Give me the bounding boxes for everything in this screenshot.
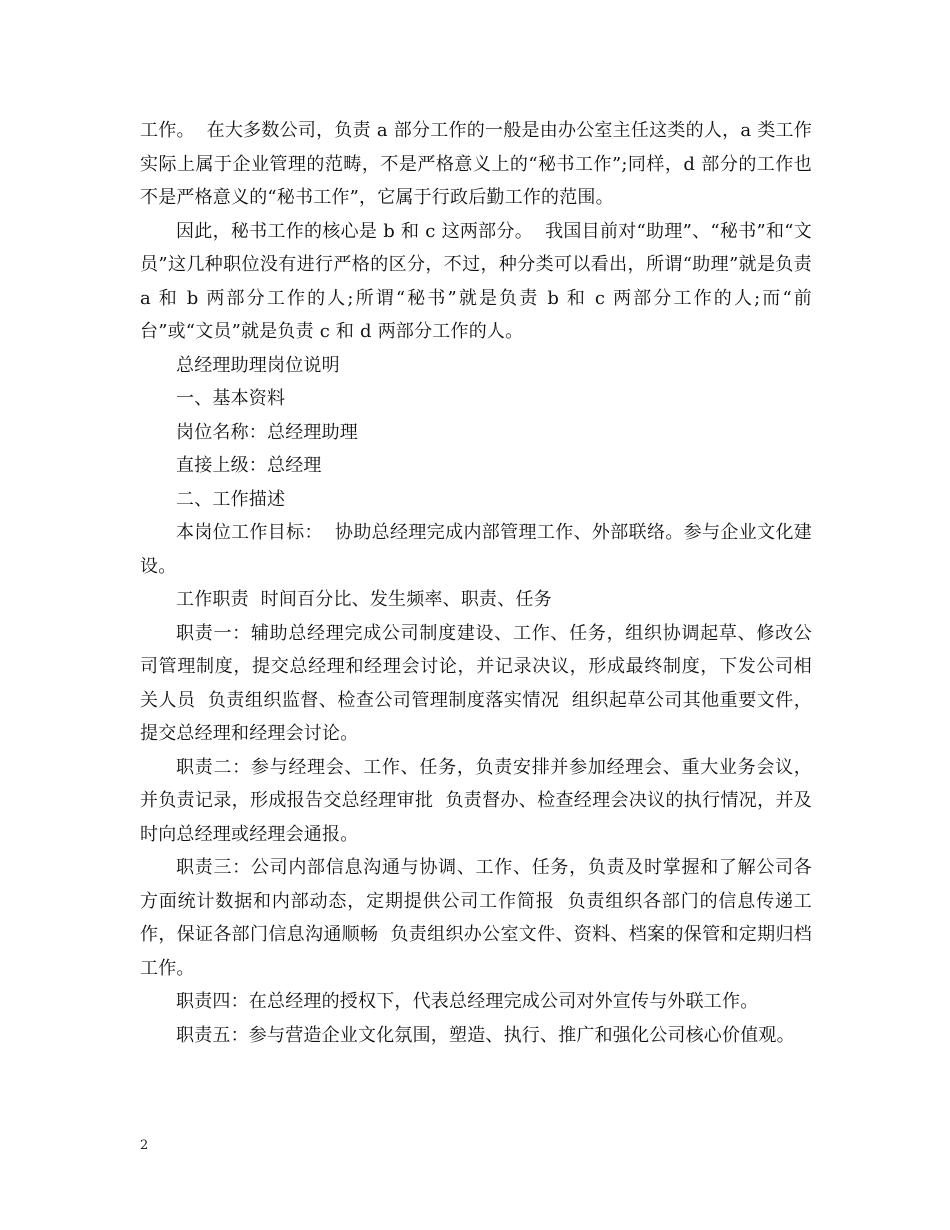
- section-heading-work-description: 二、工作描述: [176, 488, 286, 510]
- duty-two-paragraph: 职责二：参与经理会、工作、任务，负责安排并参加经理会、重大业务会议，并负责记录，形成报告交总经理审批 负责督办、检查经理会决议的执行情况，并及时向总经理或经理会通报。: [140, 756, 812, 845]
- section-heading-job-description: 总经理助理岗位说明: [176, 354, 340, 376]
- duty-four-paragraph: 职责四：在总经理的授权下，代表总经理完成公司对外宣传与外联工作。: [176, 991, 759, 1012]
- page-number: 2: [140, 1138, 149, 1153]
- job-goal-paragraph: 本岗位工作目标： 协助总经理完成内部管理工作、外部联络。参与企业文化建设。: [140, 522, 812, 577]
- duty-five-paragraph: 职责五：参与营造企业文化氛围，塑造、执行、推广和强化公司核心价值观。: [176, 1024, 795, 1046]
- paragraph-2: 因此，秘书工作的核心是 b 和 c 这两部分。 我国目前对“助理”、“秘书”和“文员”这几种职位没有进行严格的区分，不过，种分类可以看出，所谓“助理”就是负责 a 和 b 两部分工作的人;所谓“秘书”就是负责 b 和 c 两部分工作的人;而“前台”或“文员”就是负责 c 和 d 两部分工作的人。: [140, 220, 818, 342]
- paragraph-1: 工作。 在大多数公司，负责 a 部分工作的一般是由办公室主任这类的人，a 类工作实际上属于企业管理的范畴，不是严格意义上的“秘书工作”;同样，d 部分的工作也不是严格意义的“秘书工作”，它属于行政后勤工作的范围。: [140, 120, 812, 208]
- duties-header-line: 工作职责 时间百分比、发生频率、职责、任务: [176, 589, 552, 610]
- section-heading-basic-info: 一、基本资料: [176, 388, 286, 409]
- duty-one-paragraph: 职责一：辅助总经理完成公司制度建设、工作、任务，组织协调起草、修改公司管理制度，提交总经理和经理会讨论，并记录决议，形成最终制度，下发公司相关人员 负责组织监督、检查公司管理制度落实情况 组织起草公司其他重要文件，提交总经理和经理会讨论。: [140, 622, 812, 744]
- job-title-line: 岗位名称：总经理助理: [176, 421, 358, 443]
- duty-three-paragraph: 职责三：公司内部信息沟通与协调、工作、任务，负责及时掌握和了解公司各方面统计数据和内部动态，定期提供公司工作简报 负责组织各部门的信息传递工作，保证各部门信息沟通顺畅 负责组织办公室文件、资料、档案的保管和定期归档工作。: [140, 857, 812, 979]
- document-body: [140, 114, 818, 1052]
- direct-supervisor-line: 直接上级：总经理: [176, 455, 322, 476]
